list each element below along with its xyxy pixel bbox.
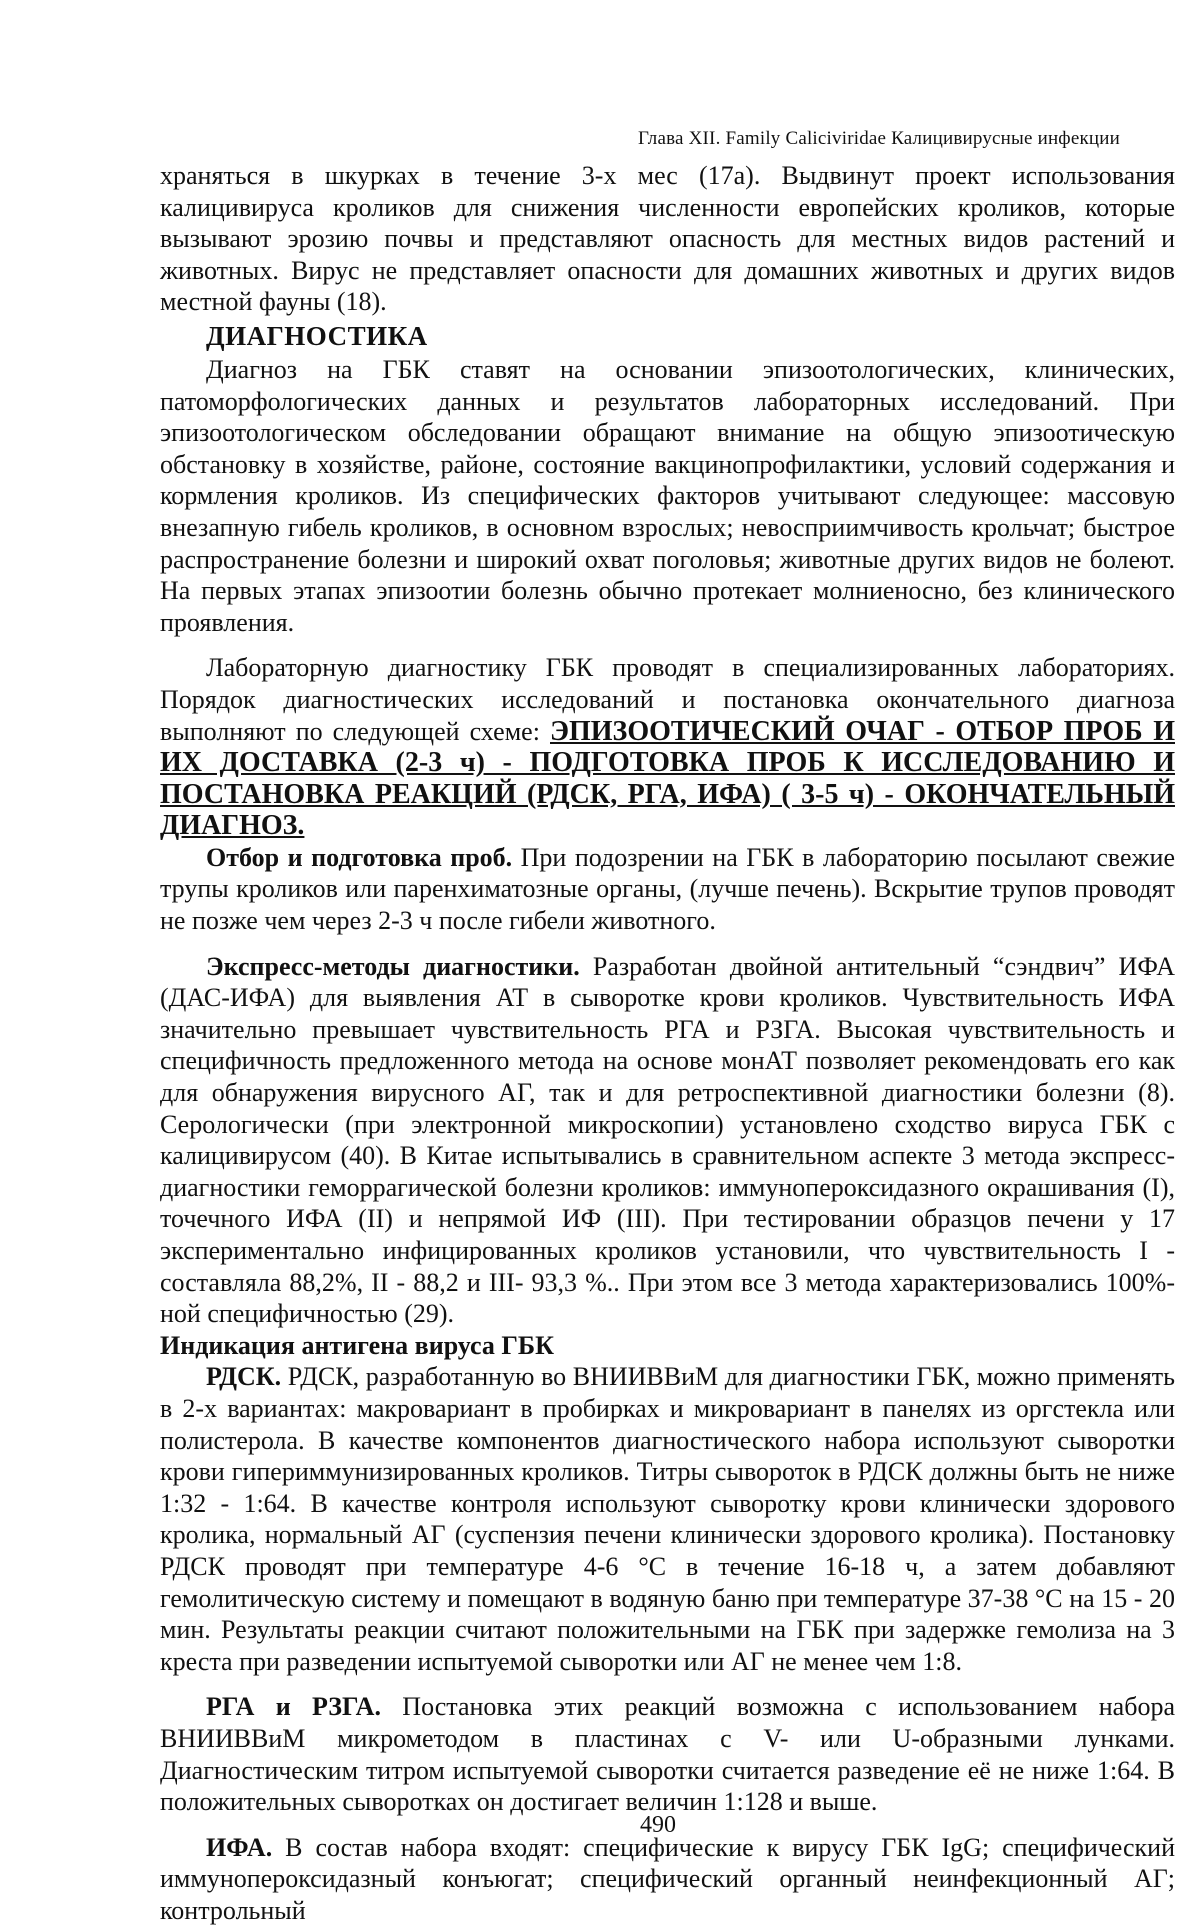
paragraph-sampling bbox=[160, 842, 1175, 937]
rga-rzga-lead: РГА и РЗГА. bbox=[206, 1692, 381, 1722]
diagnostic-scheme: ЭПИЗООТИЧЕСКИЙ ОЧАГ - ОТБОР ПРОБ И ИХ ДОСТАВКА (2-3 ч) - ПОДГОТОВКА ПРОБ К ИССЛЕДОВАНИЮ И ПОСТАНОВКА РЕАКЦИЙ (РДСК, РГА, ИФА) ( 3-5 ч) - ОКОНЧАТЕЛЬНЫЙ ДИАГНОЗ. bbox=[160, 715, 1175, 842]
rga-rzga-text: Постановка этих реакций возможна с использованием набора ВНИИВВиМ микрометодом в пластинах с V- или U-образными лунками. Диагностическим титром испытуемой сыворотки считается разведение её не ниже 1:64. В положительных сыворотках он достигает величин 1:128 и выше. bbox=[160, 1692, 1175, 1817]
paragraph-rdsk bbox=[160, 1361, 1175, 1677]
sampling-text: При подозрении на ГБК в лабораторию посылают свежие трупы кроликов или паренхиматозные органы, (лучше печень). Вскрытие трупов проводят не позже чем через 2-3 ч после гибели животного. bbox=[160, 842, 1175, 936]
running-head: Глава XII. Family Caliciviridae Калицивирусные инфекции bbox=[638, 128, 1120, 149]
paragraph-intro: храняться в шкурках в течение 3-х мес (17а). Выдвинут проект использования калицивируса кроликов для снижения численности европейских кроликов, которые вызывают эрозию почвы и представляют опасность для местных видов растений и животных. Вирус не представляет опасности для домашних животных и других видов местной фауны (18). bbox=[160, 161, 1175, 317]
paragraph-ifa bbox=[160, 1832, 1175, 1926]
ifa-text: В состав набора входят: специфические к вирусу ГБК IgG; специфический иммунопероксидазный конъюгат; специфический органный неинфекционный АГ; контрольный bbox=[160, 1832, 1175, 1925]
paragraph-express-methods bbox=[160, 951, 1175, 1330]
express-methods-lead: Экспресс-методы диагностики. bbox=[206, 951, 580, 981]
subheading-antigen-indication: Индикация антигена вируса ГБК bbox=[160, 1330, 554, 1360]
page-body bbox=[160, 160, 1175, 1926]
section-heading-diagnostics: ДИАГНОСТИКА bbox=[206, 320, 428, 351]
rdsk-text: РДСК, разработанную во ВНИИВВиМ для диагностики ГБК, можно применять в 2-х вариантах: макровариант в пробирках и микровариант в панелях из оргстекла или полистерола. В качестве компонентов диагностического набора используют сыворотки крови гипериммунизированных кроликов. Титры сывороток в РДСК должны быть не ниже 1:32 - 1:64. В качестве контроля используют сыворотку крови клинически здорового кролика, нормальный АГ (суспензия печени клинически здорового кролика). Постановку РДСК проводят при температуре 4-6 °С в течение 16-18 ч, а затем добавляют гемолитическую систему и помещают в водяную баню при температуре 37-38 °С на 15 - 20 мин. Результаты реакции считают положительными на ГБК при задержке гемолиза на 3 креста при разведении испытуемой сыворотки или АГ не менее чем 1:8. bbox=[160, 1362, 1175, 1676]
paragraph-diagnosis: Диагноз на ГБК ставят на основании эпизоотологических, клинических, патоморфологических данных и результатов лабораторных исследований. При эпизоотологическом обследовании обращают внимание на общую эпизоотическую обстановку в хозяйстве, районе, состояние вакцинопрофилактики, условий содержания и кормления кроликов. Из специфических факторов учитывают следующее: массовую внезапную гибель кроликов, в основном взрослых; невосприимчивость крольчат; быстрое распространение болезни и широкий охват поголовья; животные других видов не болеют. На первых этапах эпизоотии болезнь обычно протекает молниеносно, без клинического проявления. bbox=[160, 354, 1175, 637]
paragraph-lab-diagnostics bbox=[160, 652, 1175, 842]
rdsk-lead: РДСК. bbox=[206, 1362, 282, 1392]
lab-diagnostics-text: Лабораторную диагностику ГБК проводят в специализированных лабораториях. Порядок диагностических исследований и постановка окончательного диагноза выполняют по следующей схеме: bbox=[160, 653, 1175, 746]
express-methods-text: Разработан двойной антительный “сэндвич” ИФА (ДАС-ИФА) для выявления АТ в сыворотке крови кроликов. Чувствительность ИФА значительно превышает чувствительность РГА и РЗГА. Высокая чувствительность и специфичность предложенного метода на основе монАТ позволяет рекомендовать его как для обнаружения вирусного АГ, так и для ретроспективной диагностики болезни (8). Серологически (при электронной микроскопии) установлено сходство вируса ГБК с калицивирусом (40). В Китае испытывались в сравнительном аспекте 3 метода экспресс-диагностики геморрагической болезни кроликов: иммунопероксидазного окрашивания (I), точечного ИФА (II) и непрямой ИФ (III). При тестировании образцов печени у 17 экспериментально инфицированных кроликов установили, что чувствительность I - составляла 88,2%, II - 88,2 и III- 93,3 %.. При этом все 3 метода характеризовались 100%-ной специфичностью (29). bbox=[160, 951, 1175, 1329]
ifa-lead: ИФА. bbox=[206, 1832, 273, 1862]
sampling-lead: Отбор и подготовка проб. bbox=[206, 842, 513, 872]
paragraph-rga-rzga bbox=[160, 1691, 1175, 1817]
page-number: 490 bbox=[640, 1812, 676, 1838]
